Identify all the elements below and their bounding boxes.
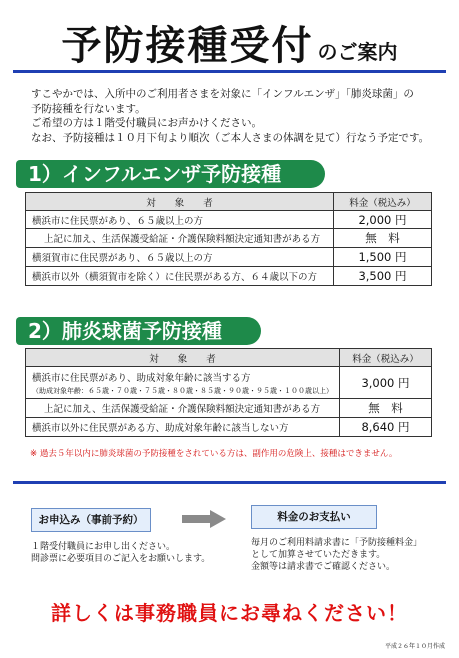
middle-divider [13,481,446,484]
table-row [26,267,432,286]
payment-text [251,537,422,573]
row-fee: 3,500 円 [334,267,432,286]
contact-callout: 詳しくは事務職員にお尋ねください！ [51,601,408,625]
intro-line: 予防接種を行ないます。 [31,102,146,115]
table-row [26,211,432,229]
page-title [0,14,459,71]
intro-line: ご希望の方は１階受付職員にお声かけください。 [31,117,262,129]
table-row [26,418,432,437]
header-fee: 料金（税込み） [340,349,432,367]
pneumococcal-fee-table [25,348,432,437]
row-target: 横浜市以外（横須賀市を除く）に住民票がある方、６４歳以下の方 [26,267,334,286]
table-row [26,229,432,248]
title-main: 予防接種受付 [61,23,314,69]
application-line: 問診票に必要項目のご記入をお願いします。 [31,554,211,564]
title-sub: のご案内 [317,40,398,64]
warning-note: ※ 過去５年以内に肺炎球菌の予防接種をされている方は、副作用の危険上、接種はできません。 [30,449,398,459]
table-header-row [26,349,432,367]
row-fee: 無 料 [340,399,432,418]
influenza-fee-table [25,192,432,286]
header-fee: 料金（税込み） [334,193,432,211]
table-row [26,399,432,418]
row-subnote: （助成対象年齢：６５歳・７０歳・７５歳・８０歳・８５歳・９０歳・９５歳・１００歳以上） [32,386,333,395]
table-header-row [26,193,432,211]
arrow-right-icon [182,510,226,528]
payment-line: 金額等は請求書でご確認ください。 [251,562,396,572]
row-fee: 2,000 円 [334,211,432,229]
intro-text [31,87,441,145]
table-row [26,248,432,267]
section-heading-pneumococcal: 2）肺炎球菌予防接種 [16,317,261,345]
row-target: 上記に加え、生活保護受給証・介護保険料額決定通知書がある方 [26,229,334,248]
header-target: 対 象 者 [26,193,334,211]
row-fee: 8,640 円 [340,418,432,437]
payment-line: として加算させていただきます。 [251,550,386,560]
application-box: お申込み（事前予約） [31,508,151,532]
row-target: 横浜市に住民票があり、６５歳以上の方 [26,211,334,229]
table-row [26,367,432,399]
created-date: 平成２６年１０月作成 [384,643,445,650]
row-fee: 1,500 円 [334,248,432,267]
section-heading-influenza: 1）インフルエンザ予防接種 [16,160,325,188]
row-fee: 無 料 [334,229,432,248]
header-target: 対 象 者 [26,349,340,367]
payment-box: 料金のお支払い [251,505,377,529]
row-target-cell [26,367,340,399]
intro-line: なお、予防接種は１０月下旬より順次（ご本人さまの体調を見て）行なう予定です。 [31,131,430,144]
row-target: 横浜市以外に住民票がある方、助成対象年齢に該当しない方 [26,418,340,437]
application-line: １階受付職員にお申し出ください。 [31,542,176,552]
row-fee: 3,000 円 [340,367,432,399]
row-target: 上記に加え、生活保護受給証・介護保険料額決定通知書がある方 [26,399,340,418]
row-target: 横浜市に住民票があり、助成対象年齢に該当する方 [32,372,251,384]
payment-line: 毎月のご利用料請求書に「予防接種料金」 [251,538,423,548]
top-divider [13,70,446,73]
intro-line: すこやかでは、入所中のご利用者さまを対象に「インフルエンザ」「肺炎球菌」の [31,88,414,100]
application-text [31,541,210,565]
row-target: 横須賀市に住民票があり、６５歳以上の方 [26,248,334,267]
